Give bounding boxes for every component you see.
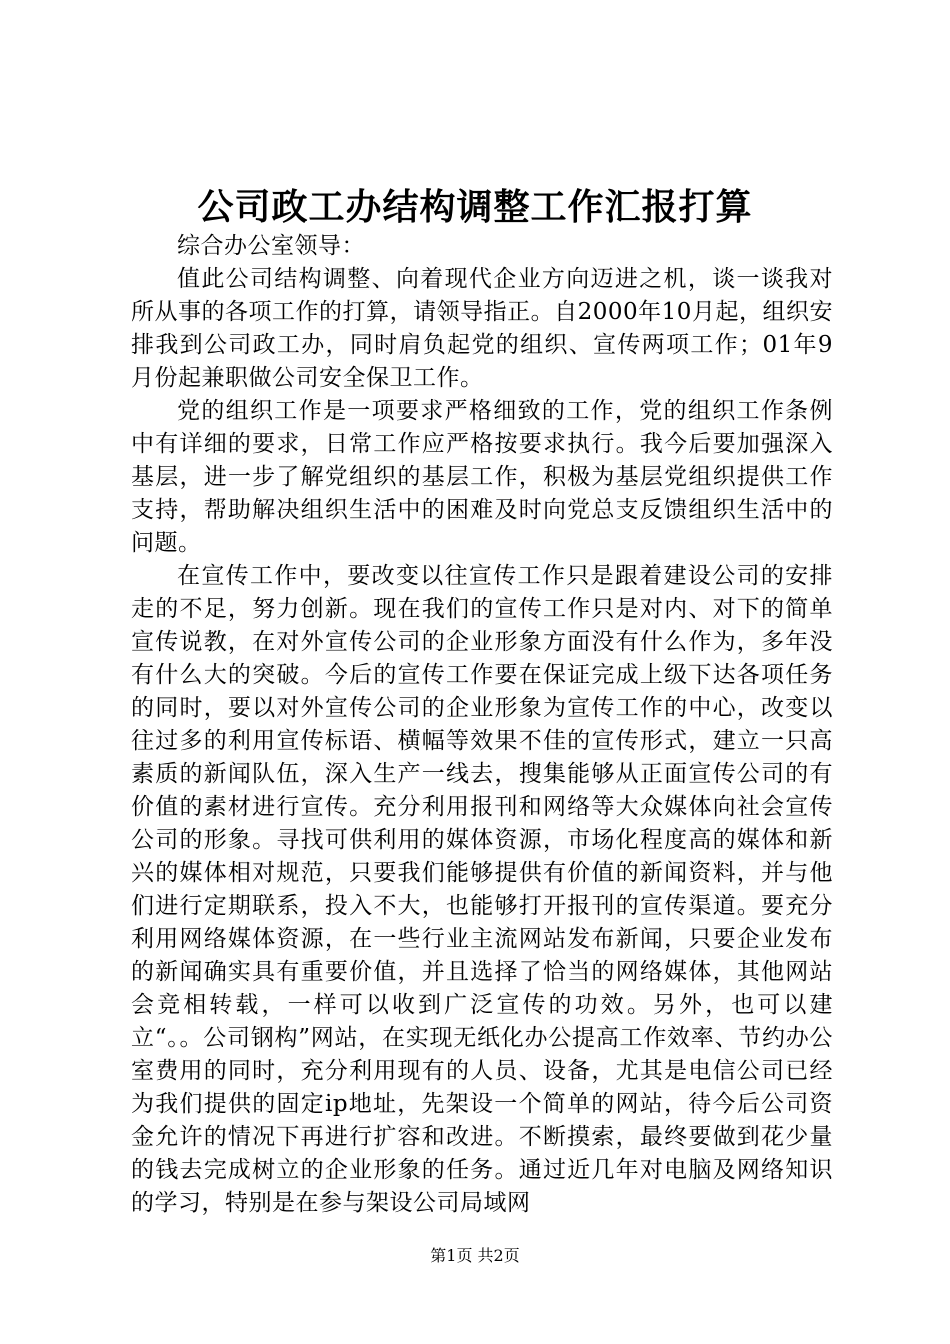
document-title: 公司政工办结构调整工作汇报打算 — [197, 187, 753, 228]
paragraph: 党的组织工作是一项要求严格细致的工作，党的组织工作条例中有详细的要求，日常工作应严格按要求执行。我今后要加强深入基层，进一步了解党组织的基层工作，积极为基层党组织提供工作支持，帮助解决组织生活中的困难及时向党总支反馈组织生活中的问题。 — [131, 398, 833, 556]
paragraph: 在宣传工作中，要改变以往宣传工作只是跟着建设公司的安排走的不足，努力创新。现在我们的宣传工作只是对内、对下的简单宣传说教，在对外宣传公司的企业形象方面没有什么作为，多年没有什么大的突破。今后的宣传工作要在保证完成上级下达各项任务的同时，要以对外宣传公司的企业形象为宣传工作的中心，改变以往过多的利用宣传标语、横幅等效果不佳的宣传形式，建立一只高素质的新闻队伍，深入生产一线去，搜集能够从正面宣传公司的有价值的素材进行宣传。充分利用报刊和网络等大众媒体向社会宣传公司的形象。寻找可供利用的媒体资源，市场化程度高的媒体和新兴的媒体相对规范，只要我们能够提供有价值的新闻资料，并与他们进行定期联系，投入不大，也能够打开报刊的宣传渠道。要充分利用网络媒体资源，在一些行业主流网站发布新闻，只要企业发布的新闻确实具有重要价值，并且选择了恰当的网络媒体，其他网站会竞相转载，一样可以收到广泛宣传的功效。另外，也可以建立“。。公司钢构”网站，在实现无纸化办公提高工作效率、节约办公室费用的同时，充分利用现有的人员、设备，尤其是电信公司已经为我们提供的固定ip地址，先架设一个简单的网站，待今后公司资金允许的情况下再进行扩容和改进。不断摸索，最终要做到花少量的钱去完成树立的企业形象的任务。通过近几年对电脑及网络知识的学习，特别是在参与架设公司局域网 — [131, 563, 833, 1216]
page-number-footer: 第1页 共2页 — [430, 1246, 520, 1265]
document-body — [131, 230, 833, 1220]
paragraph: 值此公司结构调整、向着现代企业方向迈进之机，谈一谈我对所从事的各项工作的打算，请领导指正。自2000年10月起，组织安排我到公司政工办，同时肩负起党的组织、宣传两项工作；01年9月份起兼职做公司安全保卫工作。 — [131, 266, 833, 391]
salutation: 综合办公室领导： — [177, 233, 365, 259]
